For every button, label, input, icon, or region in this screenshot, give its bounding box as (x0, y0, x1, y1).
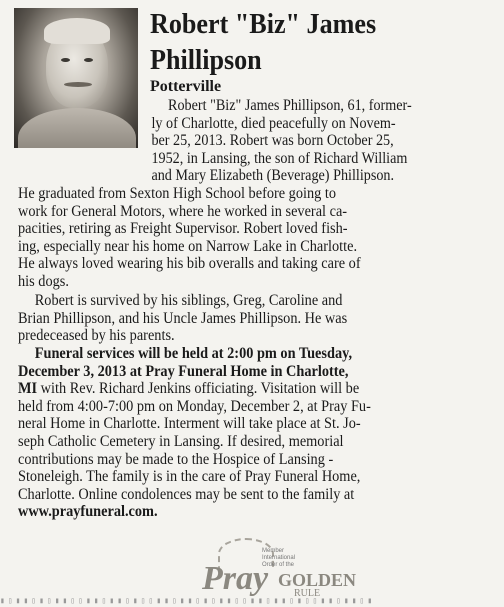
text-line: He always loved wearing his bib overalls and taking care of (18, 255, 361, 273)
scan-edge-strip: ▮▯▮▮▯▮▯▮▮▯▯▮▮▯▮▮▯▮▯▯▮▮▯▮▮▯▮▯▮▮▯▯▮▮▯▮▮▯▮▯▯▮▮▯▮▮▯▮ (0, 596, 376, 605)
services-bold-line: December 3, 2013 at Pray Funeral Home in Charlotte, (18, 362, 349, 380)
pray-golden-rule-logo (190, 538, 357, 600)
text-line: with Rev. Richard Jenkins officiating. Visitation will be (37, 380, 360, 398)
text-line: pacities, retiring as Freight Supervisor. Robert loved fish- (18, 220, 348, 238)
location-heading: Potterville (150, 78, 222, 95)
text-line: Robert "Biz" James Phillipson, 61, former- (168, 97, 412, 114)
text-line: and Mary Elizabeth (Beverage) Phillipson. (151, 167, 395, 185)
text-line: held from 4:00-7:00 pm on Monday, December 2, at Pray Fu- (18, 397, 371, 415)
paragraph-1-lower (18, 185, 361, 291)
logo-golden-text: GOLDEN (278, 570, 357, 590)
text-line: ly of Charlotte, died peacefully on Novem- (151, 114, 396, 132)
portrait-hair (44, 18, 110, 44)
text-line: seph Catholic Cemetery in Lansing. If desired, memorial (18, 432, 344, 450)
logo-member-line: Order of the (262, 562, 295, 568)
text-line: ing, especially near his home on Narrow Lake in Charlotte. (18, 237, 358, 255)
name-line-1: Robert "Biz" James (150, 8, 377, 40)
text-line: 1952, in Lansing, the son of Richard William (151, 149, 408, 167)
logo-member-line: Member (262, 548, 285, 554)
services-bold-line: Funeral services will be held at 2:00 pm on Tuesday, (34, 345, 353, 362)
text-line: work for General Motors, where he worked in several ca- (18, 202, 348, 220)
logo-member-line: International (262, 555, 296, 561)
text-line: ber 25, 2013. Robert was born October 25, (151, 132, 394, 150)
text-line: Charlotte. Online condolences may be sent to the family at (18, 485, 355, 503)
website-link[interactable]: www.prayfuneral.com. (18, 503, 158, 521)
paragraph-services (18, 345, 371, 521)
logo-rule-text: RULE (294, 588, 321, 599)
name-line-2: Phillipson (150, 44, 262, 76)
text-line: He graduated from Sexton High School before going to (18, 185, 337, 202)
portrait-eye-right (84, 58, 93, 62)
portrait-mustache (64, 82, 92, 87)
text-line: neral Home in Charlotte. Interment will take place at St. Jo- (18, 415, 361, 433)
portrait-photo (14, 8, 138, 148)
paragraph-1-upper (151, 97, 412, 185)
text-line: Robert is survived by his siblings, Greg, Caroline and (34, 292, 343, 309)
text-line: his dogs. (18, 272, 69, 290)
text-line: predeceased by his parents. (18, 327, 175, 345)
text-line: contributions may be made to the Hospice of Lansing - (18, 450, 334, 468)
text-line: Brian Phillipson, and his Uncle James Phillipson. He was (18, 309, 348, 327)
paragraph-2 (18, 292, 347, 345)
portrait-eye-left (61, 58, 70, 62)
text-line: Stoneleigh. The family is in the care of Pray Funeral Home, (18, 468, 361, 486)
services-bold-line: MI (18, 380, 38, 398)
logo-pray-wordmark: Pray (202, 560, 269, 597)
obituary-name (150, 6, 465, 78)
portrait-shoulders (18, 108, 136, 148)
